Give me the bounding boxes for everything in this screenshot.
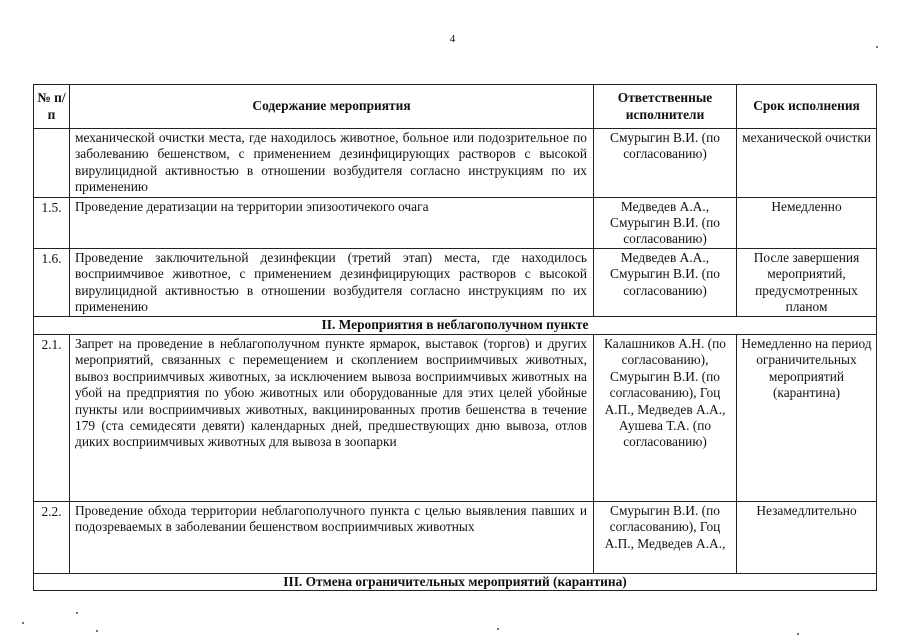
row-content: механической очистки места, где находилось животное, больное или подозрительное по заболеванию бешенством, с применением дезинфицирующих растворов с высокой вирулицидной активностью в отношении возбудителя согласно инструкциям по их применению [70,129,594,198]
scan-speck [76,612,78,614]
row-num: 1.5. [34,197,70,248]
header-deadline: Срок исполнения [737,85,877,129]
table-row [34,197,877,248]
row-num [34,129,70,198]
row-deadline: Немедленно на период ограничительных мероприятий (карантина) [737,334,877,501]
section-row [34,573,877,590]
table-row [34,334,877,501]
table-row [34,129,877,198]
scan-speck [22,622,24,624]
row-responsible: Медведев А.А., Смурыгин В.И. (по согласованию) [594,197,737,248]
row-num: 2.2. [34,501,70,573]
row-content: Проведение дератизации на территории эпизоотичекого очага [70,197,594,248]
row-content: Проведение заключительной дезинфекции (третий этап) места, где находилось восприимчивое животное, с применением дезинфицирующих растворов с высокой вирулицидной активностью в отношении возбудителя согласно инструкциям по их применению [70,248,594,317]
section-row [34,317,877,334]
page-number: 4 [449,33,456,45]
row-content: Запрет на проведение в неблагополучном пункте ярмарок, выставок (торгов) и других мероприятий, связанных с перемещением и скоплением восприимчивых животных, вывоз восприимчивых животных, за исключением вывоза восприимчивых животных на убой на предприятия по убою животных или оборудованные для этих целей убойные пункты или восприимчивых животных, вакцинированных против бешенства в течение 179 (ста семидесяти девяти) календарных дней, предшествующих дню вывоза, отлов диких восприимчивых животных для вывоза в зоопарки [70,334,594,501]
row-num: 2.1. [34,334,70,501]
table-row [34,248,877,317]
header-num: № п/п [34,85,70,129]
section-title: III. Отмена ограничительных мероприятий (карантина) [34,573,877,590]
row-responsible: Смурыгин В.И. (по согласованию), Гоц А.П., Медведев А.А., [594,501,737,573]
row-content: Проведение обхода территории неблагополучного пункта с целью выявления павших и подозреваемых в заболевании бешенством восприимчивых животных [70,501,594,573]
row-deadline: После завершения мероприятий, предусмотренных планом [737,248,877,317]
header-responsible: Ответственные исполнители [594,85,737,129]
section-title: II. Мероприятия в неблагополучном пункте [34,317,877,334]
row-deadline: Незамедлительно [737,501,877,573]
header-content: Содержание мероприятия [70,85,594,129]
row-deadline: механической очистки [737,129,877,198]
scan-speck [96,630,98,632]
table-row [34,501,877,573]
measures-table [33,84,877,591]
row-responsible: Калашников А.Н. (по согласованию), Смурыгин В.И. (по согласованию), Гоц А.П., Медведев А.А., Аушева Т.А. (по согласованию) [594,334,737,501]
scan-speck [797,633,799,635]
scan-speck [876,46,878,48]
table-header-row [34,85,877,129]
row-num: 1.6. [34,248,70,317]
row-responsible: Медведев А.А., Смурыгин В.И. (по согласованию) [594,248,737,317]
scan-speck [497,628,499,630]
row-deadline: Немедленно [737,197,877,248]
row-responsible: Смурыгин В.И. (по согласованию) [594,129,737,198]
